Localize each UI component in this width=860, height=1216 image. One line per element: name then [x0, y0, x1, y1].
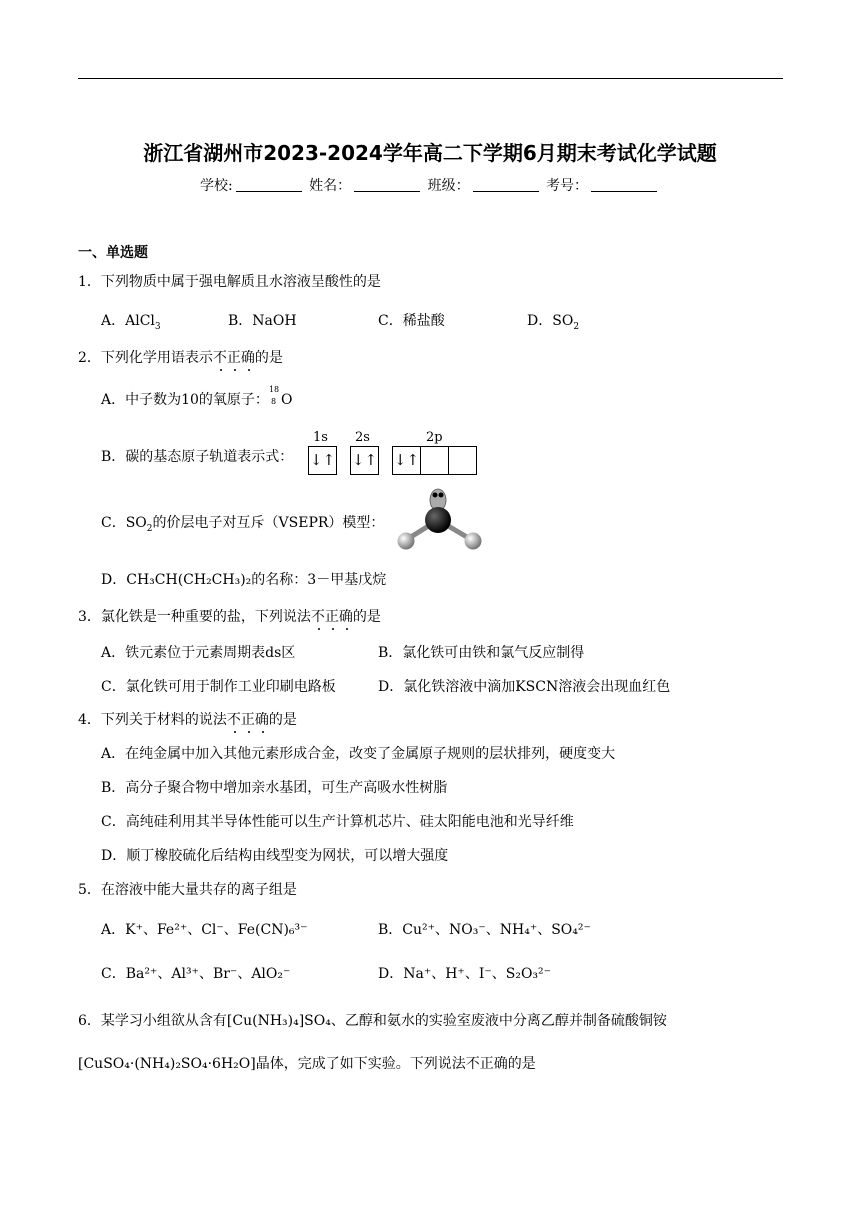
q4-option-d: D．顺丁橡胶硫化后结构由线型变为网状，可以增大强度 — [101, 848, 449, 864]
exam-no-label: 考号： — [546, 178, 589, 194]
q4-option-c: C．高纯硅利用其半导体性能可以生产计算机芯片、硅太阳能电池和光导纤维 — [101, 814, 574, 830]
page-title: 浙江省湖州市2023-2024学年高二下学期6月期末考试化学试题 — [143, 141, 717, 165]
q1-option-d: D．$SO_2$ — [527, 313, 580, 332]
orbital-label-2s: 2s — [355, 430, 370, 445]
q1-option-c: C．稀盐酸 — [378, 313, 445, 329]
q2-stem: 2．下列化学用语表示不正确的是 — [78, 350, 283, 366]
q5-option-c: C．Ba²⁺、Al³⁺、Br⁻、AlO₂⁻ — [101, 966, 291, 982]
name-label: 姓名： — [309, 178, 352, 194]
header-rule — [78, 78, 783, 79]
orbital-box-2p: ↓↑ — [392, 446, 477, 475]
name-blank — [354, 177, 420, 192]
q3-stem: 3．氯化铁是一种重要的盐，下列说法不正确的是 — [78, 609, 381, 625]
q4-option-a: A．在纯金属中加入其他元素形成合金，改变了金属原子规则的层状排列，硬度变大 — [101, 746, 616, 762]
q2-option-b: B．碳的基态原子轨道表示式： — [101, 449, 294, 465]
q3-option-a: A．铁元素位于元素周期表ds区 — [101, 645, 296, 661]
exam-no-blank — [591, 177, 657, 192]
school-blank — [236, 177, 302, 192]
q3-option-d: D．氯化铁溶液中滴加KSCN溶液会出现血红色 — [378, 679, 671, 695]
orbital-label-1s: 1s — [313, 430, 328, 445]
q6-stem-line1: 6．某学习小组欲从含有[Cu(NH₃)₄]SO₄、乙醇和氨水的实验室废液中分离乙醇并制备硫酸铜铵 — [78, 1013, 667, 1029]
q2-option-d: D．CH₃CH(CH₂CH₃)₂的名称：3－甲基戊烷 — [101, 572, 387, 588]
q5-option-a: A．K⁺、Fe²⁺、Cl⁻、Fe(CN)₆³⁻ — [101, 922, 308, 938]
q2-option-c: C．$SO_2$的价层电子对互斥（VSEPR）模型： — [101, 515, 385, 534]
q5-option-d: D．Na⁺、H⁺、I⁻、S₂O₃²⁻ — [378, 966, 552, 982]
q5-option-b: B．Cu²⁺、NO₃⁻、NH₄⁺、SO₄²⁻ — [378, 922, 591, 938]
q1-option-b: B．NaOH — [228, 313, 297, 329]
vsepr-model-image — [392, 486, 488, 552]
q5-stem: 5．在溶液中能大量共存的离子组是 — [78, 882, 297, 898]
q4-option-b: B．高分子聚合物中增加亲水基团，可生产高吸水性树脂 — [101, 780, 448, 796]
class-label: 班级： — [427, 178, 470, 194]
student-info-line — [0, 175, 860, 195]
orbital-box-2s: ↓↑ — [350, 446, 379, 475]
school-label: 学校: — [199, 178, 233, 194]
orbital-box-1s: ↓↑ — [308, 446, 337, 475]
class-blank — [473, 177, 539, 192]
q6-stem-line2: [CuSO₄·(NH₄)₂SO₄·6H₂O]晶体，完成了如下实验。下列说法不正确的是 — [78, 1056, 536, 1072]
section-heading: 一、单选题 — [78, 245, 148, 261]
q4-stem: 4．下列关于材料的说法不正确的是 — [78, 712, 297, 728]
q2-option-a: A．中子数为10的氧原子： 18 8 O — [101, 385, 293, 408]
q3-option-b: B．氯化铁可由铁和氯气反应制得 — [378, 645, 585, 661]
q3-option-c: C．氯化铁可用于制作工业印刷电路板 — [101, 679, 336, 695]
q1-stem: 1．下列物质中属于强电解质且水溶液呈酸性的是 — [78, 274, 381, 290]
q1-option-a: A．AlCl$_3$ — [101, 313, 161, 332]
orbital-label-2p: 2p — [426, 430, 443, 445]
